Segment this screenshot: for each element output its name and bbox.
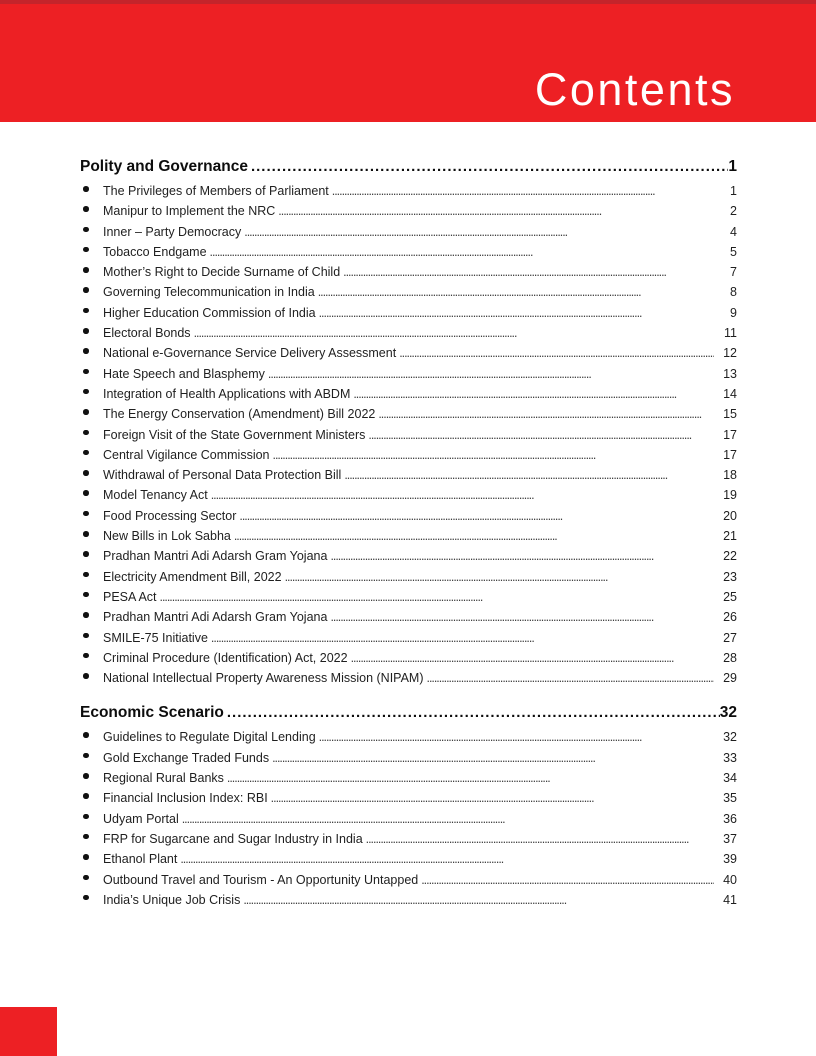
entry-page-number: 32 — [723, 730, 737, 745]
toc-entry[interactable] — [80, 607, 737, 627]
entry-label: Foreign Visit of the State Government Ministers — [103, 427, 366, 442]
entry-label: Guidelines to Regulate Digital Lending — [103, 730, 316, 745]
entry-label: Food Processing Sector — [103, 508, 237, 523]
entry-page-number: 12 — [723, 346, 737, 361]
dotted-leader — [278, 201, 714, 221]
dotted-leader — [344, 465, 714, 485]
entry-label: India’s Unique Job Crisis — [103, 892, 241, 907]
dotted-leader — [234, 526, 714, 546]
entry-page-number: 36 — [723, 811, 737, 826]
dotted-leader — [332, 181, 714, 201]
dotted-leader — [271, 788, 714, 808]
toc-entry[interactable] — [80, 404, 737, 424]
toc-section — [80, 156, 737, 688]
entry-label: Pradhan Mantri Adi Adarsh Gram Yojana — [103, 610, 328, 625]
dotted-leader — [351, 648, 714, 668]
entry-page-number: 11 — [724, 326, 737, 341]
toc-entry[interactable] — [80, 788, 737, 808]
toc-entry[interactable] — [80, 809, 737, 829]
toc-entry[interactable] — [80, 384, 737, 404]
toc-entry[interactable] — [80, 668, 737, 688]
entry-page-number: 15 — [723, 407, 737, 422]
entry-label: Manipur to Implement the NRC — [103, 204, 276, 219]
toc-entry[interactable] — [80, 628, 737, 648]
dotted-leader — [330, 607, 714, 627]
toc-entry[interactable] — [80, 829, 737, 849]
entry-page-number: 9 — [730, 305, 737, 320]
entry-page-number: 14 — [723, 386, 737, 401]
entry-page-number: 17 — [723, 427, 737, 442]
toc-entry[interactable] — [80, 343, 737, 363]
dotted-leader — [330, 546, 714, 566]
toc-entry[interactable] — [80, 768, 737, 788]
entry-label: National Intellectual Property Awareness Mission (NIPAM) — [103, 671, 424, 686]
toc-entry[interactable] — [80, 870, 737, 890]
toc-entry[interactable] — [80, 181, 737, 201]
section-entries — [80, 727, 737, 910]
entry-label: National e-Governance Service Delivery Assessment — [103, 346, 397, 361]
toc-entry[interactable] — [80, 485, 737, 505]
toc-entry[interactable] — [80, 567, 737, 587]
entry-label: Ethanol Plant — [103, 852, 178, 867]
entry-page-number: 41 — [723, 892, 737, 907]
dotted-leader — [180, 849, 714, 869]
header-top-stripe — [0, 0, 816, 4]
entry-page-number: 1 — [730, 184, 737, 198]
section-page-number: 32 — [719, 704, 737, 722]
entry-label: Outbound Travel and Tourism - An Opportunity Untapped — [103, 872, 419, 887]
dotted-leader — [194, 323, 714, 343]
dotted-leader — [243, 890, 714, 910]
entry-label: PESA Act — [103, 589, 157, 604]
entry-page-number: 5 — [730, 244, 737, 259]
toc-entry[interactable] — [80, 727, 737, 747]
entry-label: Udyam Portal — [103, 811, 179, 826]
entry-label: Inner – Party Democracy — [103, 224, 242, 239]
toc-section-heading[interactable] — [80, 156, 737, 178]
dotted-leader — [211, 485, 714, 505]
dotted-leader — [268, 364, 714, 384]
dotted-leader — [319, 303, 714, 323]
toc-entry[interactable] — [80, 425, 737, 445]
entry-page-number: 22 — [723, 549, 737, 564]
dotted-leader — [239, 506, 714, 526]
entry-page-number: 18 — [723, 468, 737, 483]
entry-page-number: 29 — [723, 671, 737, 686]
toc-entry[interactable] — [80, 526, 737, 546]
dotted-leader — [272, 748, 714, 768]
page-title: Contents — [534, 64, 735, 115]
section-entries — [80, 181, 737, 688]
section-title: Economic Scenario — [80, 704, 224, 722]
entry-page-number: 34 — [723, 771, 737, 786]
entry-label: Electoral Bonds — [103, 326, 191, 341]
toc-entry[interactable] — [80, 201, 737, 221]
dotted-leader — [227, 768, 714, 788]
entry-page-number: 21 — [723, 529, 737, 544]
entry-page-number: 23 — [723, 569, 737, 584]
entry-label: Pradhan Mantri Adi Adarsh Gram Yojana — [103, 549, 328, 564]
dotted-leader — [318, 282, 714, 302]
dotted-leader — [353, 384, 714, 404]
toc-entry[interactable] — [80, 262, 737, 282]
entry-label: The Privileges of Members of Parliament — [103, 184, 329, 198]
table-of-contents — [80, 156, 737, 910]
toc-section — [80, 702, 737, 910]
entry-page-number: 28 — [723, 650, 737, 665]
toc-section-heading[interactable] — [80, 702, 737, 724]
entry-label: Model Tenancy Act — [103, 488, 208, 503]
dotted-leader — [421, 870, 714, 890]
entry-label: Mother’s Right to Decide Surname of Child — [103, 265, 341, 280]
dotted-leader — [399, 343, 714, 363]
dotted-leader — [427, 668, 714, 688]
entry-page-number: 7 — [730, 265, 737, 280]
entry-page-number: 17 — [723, 447, 737, 462]
dotted-leader — [227, 702, 720, 724]
toc-entry[interactable] — [80, 748, 737, 768]
entry-label: New Bills in Lok Sabha — [103, 529, 231, 544]
contents-header-band — [0, 0, 816, 122]
entry-label: Electricity Amendment Bill, 2022 — [103, 569, 282, 584]
entry-page-number: 2 — [730, 204, 737, 219]
entry-label: Criminal Procedure (Identification) Act, 2022 — [103, 650, 348, 665]
entry-label: Tobacco Endgame — [103, 244, 207, 259]
toc-entry[interactable] — [80, 303, 737, 323]
section-title: Polity and Governance — [80, 158, 248, 175]
entry-page-number: 27 — [723, 630, 737, 645]
entry-page-number: 37 — [723, 831, 737, 846]
dotted-leader — [211, 628, 714, 648]
toc-entry[interactable] — [80, 222, 737, 242]
dotted-leader — [210, 242, 714, 262]
toc-entry[interactable] — [80, 364, 737, 384]
dotted-leader — [273, 445, 714, 465]
entry-page-number: 4 — [730, 224, 737, 239]
section-page-number: 1 — [728, 158, 737, 175]
toc-entry[interactable] — [80, 648, 737, 668]
entry-page-number: 26 — [723, 610, 737, 625]
entry-label: FRP for Sugarcane and Sugar Industry in India — [103, 831, 363, 846]
toc-entry[interactable] — [80, 546, 737, 566]
entry-page-number: 20 — [723, 508, 737, 523]
entry-page-number: 8 — [730, 285, 737, 300]
entry-label: Financial Inclusion Index: RBI — [103, 791, 268, 806]
dotted-leader — [285, 567, 714, 587]
toc-entry[interactable] — [80, 849, 737, 869]
entry-label: Withdrawal of Personal Data Protection Bill — [103, 468, 342, 483]
entry-label: Regional Rural Banks — [103, 771, 224, 786]
dotted-leader — [251, 156, 728, 178]
entry-label: SMILE-75 Initiative — [103, 630, 208, 645]
entry-label: Higher Education Commission of India — [103, 305, 316, 320]
dotted-leader — [160, 587, 714, 607]
dotted-leader — [378, 404, 714, 424]
toc-entry[interactable] — [80, 445, 737, 465]
entry-label: The Energy Conservation (Amendment) Bill 2022 — [103, 407, 376, 422]
dotted-leader — [368, 425, 714, 445]
toc-entry[interactable] — [80, 506, 737, 526]
toc-entry[interactable] — [80, 465, 737, 485]
entry-label: Hate Speech and Blasphemy — [103, 366, 265, 381]
entry-page-number: 19 — [723, 488, 737, 503]
entry-page-number: 25 — [723, 589, 737, 604]
entry-label: Gold Exchange Traded Funds — [103, 750, 270, 765]
toc-entry[interactable] — [80, 282, 737, 302]
dotted-leader — [244, 222, 714, 242]
toc-entry[interactable] — [80, 587, 737, 607]
footer-corner-accent — [0, 1007, 57, 1056]
entry-page-number: 33 — [723, 750, 737, 765]
entry-label: Governing Telecommunication in India — [103, 285, 315, 300]
entry-page-number: 35 — [723, 791, 737, 806]
entry-page-number: 40 — [723, 872, 737, 887]
entry-label: Central Vigilance Commission — [103, 447, 270, 462]
dotted-leader — [343, 262, 714, 282]
dotted-leader — [182, 809, 714, 829]
toc-entry[interactable] — [80, 890, 737, 910]
entry-label: Integration of Health Applications with ABDM — [103, 386, 351, 401]
toc-entry[interactable] — [80, 242, 737, 262]
dotted-leader — [319, 727, 714, 747]
dotted-leader — [366, 829, 714, 849]
entry-page-number: 39 — [723, 852, 737, 867]
entry-page-number: 13 — [723, 366, 737, 381]
toc-entry[interactable] — [80, 323, 737, 343]
